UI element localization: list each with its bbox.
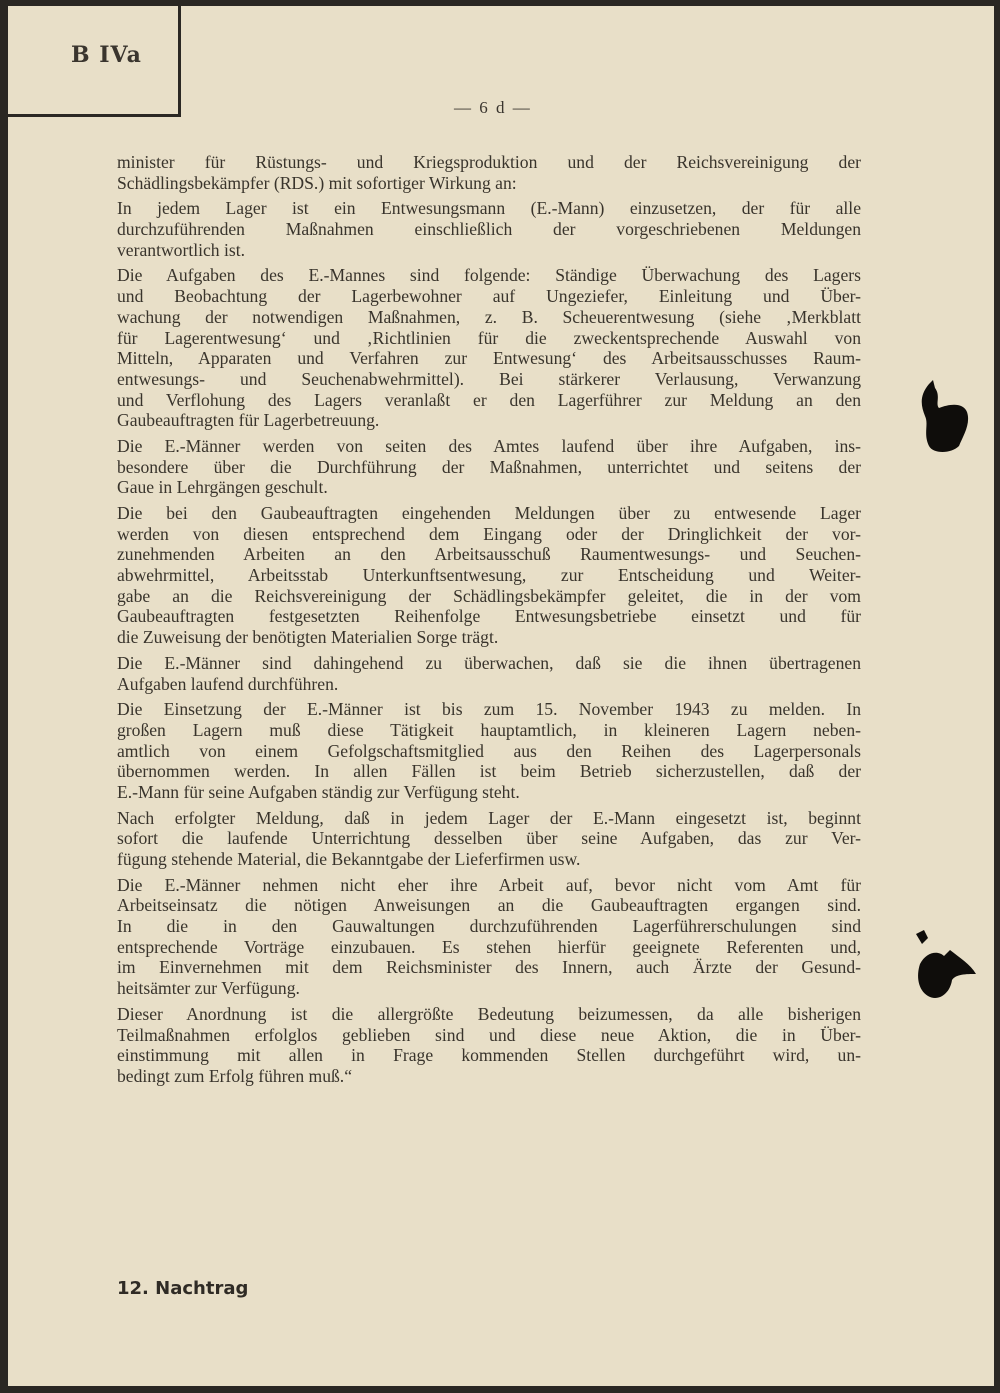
text-line: Gaue in Lehrgängen geschult. <box>117 477 328 498</box>
text-line: Nach erfolgter Meldung, daß in jedem Lager der E.-Mann eingesetzt ist, beginnt <box>117 807 861 828</box>
text-line: großen Lagern muß diese Tätigkeit hauptamtlich, in kleineren Lagern neben- <box>117 719 861 740</box>
text-line: minister für Rüstungs- und Kriegsproduktion und der Reichsvereinigung der <box>117 152 861 172</box>
text-line: Gaubeauftragten festgesetzten Reihenfolge Entwesungsbetriebe einsetzt und für <box>117 606 861 627</box>
text-line: übernommen werden. In allen Fällen ist beim Betrieb sicherzustellen, daß der <box>117 761 861 782</box>
text-line: durchzuführenden Maßnahmen einschließlich der vorgeschriebenen Meldungen <box>117 219 861 240</box>
text-line: verantwortlich ist. <box>117 239 246 260</box>
text-line: Die E.-Männer sind dahingehend zu überwachen, daß sie die ihnen übertragenen <box>117 652 861 673</box>
text-line: entsprechende Vorträge einzubauen. Es stehen hierfür geeignete Referenten und, <box>117 936 861 957</box>
paragraph <box>117 699 861 802</box>
text-line: werden von diesen entsprechend dem Eingang oder der Dringlichkeit der vor- <box>117 523 861 544</box>
paragraph <box>117 265 861 431</box>
paragraph <box>117 875 861 999</box>
text-line: entwesungs- und Seuchenabwehrmittel). Bei stärkerer Verlausung, Verwanzung <box>117 368 861 389</box>
text-line: besondere über die Durchführung der Maßnahmen, unterrichtet und seitens der <box>117 456 861 477</box>
paragraph <box>117 436 861 498</box>
text-line: einstimmung mit allen in Frage kommenden Stellen durchgeführt wird, un- <box>117 1045 861 1066</box>
supplement-label: 12. Nachtrag <box>117 1278 249 1299</box>
text-line: Die E.-Männer werden von seiten des Amtes laufend über ihre Aufgaben, ins- <box>117 435 861 456</box>
page-number: — 6 d — <box>454 98 532 117</box>
text-line: sofort die laufende Unterrichtung desselben über seine Aufgaben, das zur Ver- <box>117 828 861 849</box>
paragraph <box>117 198 861 260</box>
paragraph <box>117 503 861 648</box>
text-line: Mitteln, Apparaten und Verfahren zur Entwesung‘ des Arbeitsausschusses Raum- <box>117 348 861 369</box>
ink-blot-icon <box>911 376 973 456</box>
section-label: B IVa <box>71 42 142 68</box>
text-line: und Beobachtung der Lagerbewohner auf Ungeziefer, Einleitung und Über- <box>117 286 861 307</box>
section-box <box>8 6 181 117</box>
text-line: wachung der notwendigen Maßnahmen, z. B. Scheuerentwesung (siehe ‚Merkblatt <box>117 306 861 327</box>
text-line: heitsämter zur Verfügung. <box>117 978 300 999</box>
text-line: Dieser Anordnung ist die allergrößte Bedeutung beizumessen, da alle bisherigen <box>117 1003 861 1024</box>
text-line: amtlich von einem Gefolgschaftsmitglied aus den Reihen des Lagerpersonals <box>117 740 861 761</box>
text-line: Gaubeauftragten für Lagerbetreuung. <box>117 410 380 431</box>
text-line: Teilmaßnahmen erfolglos geblieben sind und diese neue Aktion, die in Über- <box>117 1024 861 1045</box>
text-line: Die Einsetzung der E.-Männer ist bis zum 15. November 1943 zu melden. In <box>117 699 861 720</box>
paragraph <box>117 1004 861 1087</box>
text-line: Die Aufgaben des E.-Mannes sind folgende: Ständige Überwachung des Lagers <box>117 265 861 286</box>
document-body <box>117 152 861 1092</box>
text-line: im Einvernehmen mit dem Reichsminister des Innern, auch Ärzte der Gesund- <box>117 957 861 978</box>
document-page <box>8 6 994 1386</box>
text-line: und Verflohung des Lagers veranlaßt er den Lagerführer zur Meldung an den <box>117 389 861 410</box>
text-line: bedingt zum Erfolg führen muß.“ <box>117 1065 353 1086</box>
text-line: In die in den Gauwaltungen durchzuführenden Lagerführerschulungen sind <box>117 916 861 937</box>
text-line: zunehmenden Arbeiten an den Arbeitsausschuß Raumentwesungs- und Seuchen- <box>117 544 861 565</box>
text-line: Schädlingsbekämpfer (RDS.) mit sofortiger Wirkung an: <box>117 172 517 193</box>
text-line: die Zuweisung der benötigten Materialien Sorge trägt. <box>117 627 499 648</box>
text-line: E.-Mann für seine Aufgaben ständig zur Verfügung steht. <box>117 781 520 802</box>
paragraph <box>117 152 861 193</box>
text-line: abwehrmittel, Arbeitsstab Unterkunftsentwesung, zur Entscheidung und Weiter- <box>117 565 861 586</box>
paragraph <box>117 808 861 870</box>
text-line: In jedem Lager ist ein Entwesungsmann (E.-Mann) einzusetzen, der für alle <box>117 198 861 219</box>
text-line: gabe an die Reichsvereinigung der Schädlingsbekämpfer geleitet, die in der vom <box>117 585 861 606</box>
text-line: Die E.-Männer nehmen nicht eher ihre Arbeit auf, bevor nicht vom Amt für <box>117 874 861 895</box>
text-line: für Lagerentwesung‘ und ‚Richtlinien für die zweckentsprechende Auswahl von <box>117 327 861 348</box>
paragraph <box>117 653 861 694</box>
ink-blot-icon <box>908 924 983 1009</box>
text-line: Aufgaben laufend durchführen. <box>117 673 339 694</box>
text-line: Arbeitseinsatz die nötigen Anweisungen an die Gaubeauftragten ergangen sind. <box>117 895 861 916</box>
text-line: Die bei den Gaubeauftragten eingehenden Meldungen über zu entwesende Lager <box>117 503 861 523</box>
text-line: fügung stehende Material, die Bekanntgabe der Lieferfirmen usw. <box>117 849 581 869</box>
